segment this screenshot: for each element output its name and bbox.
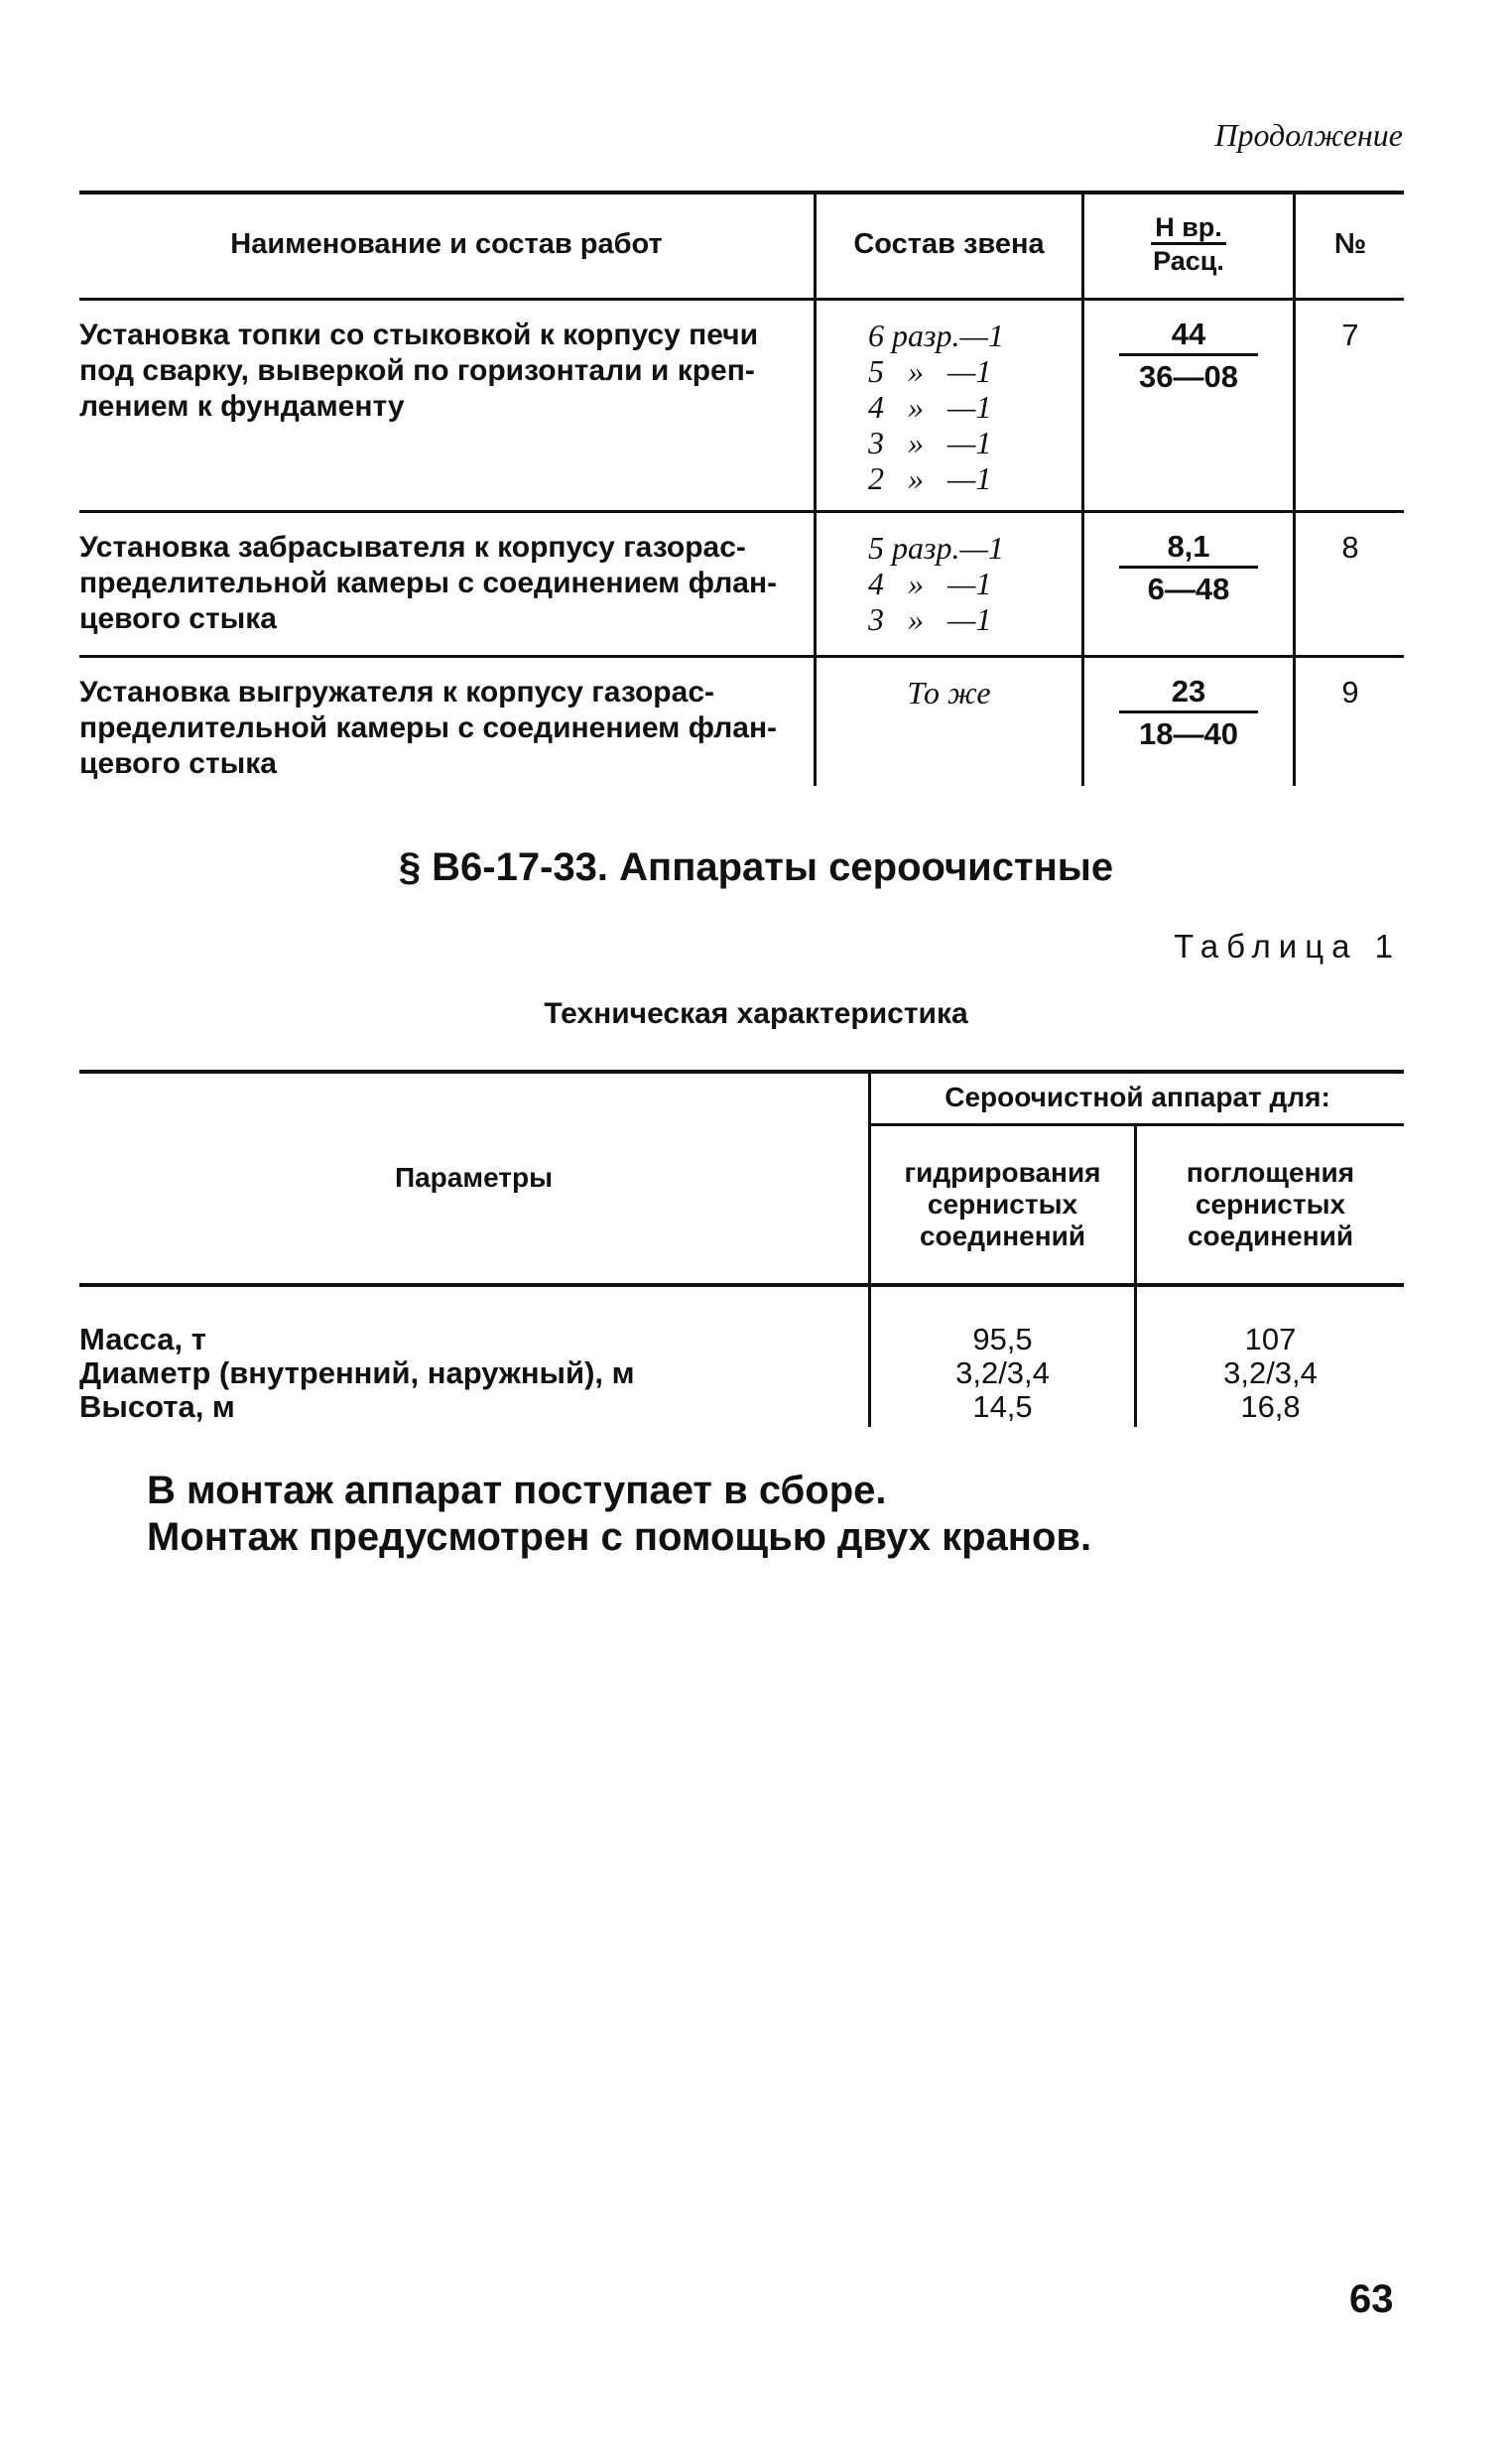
table-rule — [79, 655, 1404, 658]
note-text: В монтаж аппарат поступает в сборе. — [147, 1469, 887, 1512]
row-crew: 6 разр.—1 5 » —1 4 » —1 3 » —1 2 » —1 — [868, 318, 1004, 496]
param-diameter: Диаметр (внутренний, наружный), м — [79, 1355, 635, 1390]
value-cell: 95,5 — [972, 1322, 1033, 1356]
row-number: 8 — [1341, 530, 1359, 565]
param-mass: Масса, т — [79, 1322, 206, 1356]
row-number: 9 — [1341, 675, 1359, 709]
row-norm: $\frac{23}{18—40}$ — [1084, 673, 1293, 755]
header-norm-rate: Расц. — [1153, 246, 1224, 276]
header-number: № — [1333, 227, 1367, 260]
table-rule — [79, 298, 1404, 301]
header-norm — [1084, 191, 1293, 298]
header-crew: Состав звена — [853, 227, 1045, 260]
value-cell: 3,2/3,4 — [1223, 1355, 1318, 1390]
header-apparatus-group: Сероочистной аппарат для: — [945, 1082, 1330, 1112]
row-name: Установка выгружателя к корпусу газорас- пределительной камеры с соединением флан- цевого стыка — [79, 676, 778, 780]
header-hydrogenation: гидрирования сернистых соединений — [904, 1157, 1101, 1251]
continuation-label: Продолжение — [1214, 117, 1403, 153]
value-cell: 107 — [1244, 1322, 1297, 1356]
value-cell: 3,2/3,4 — [955, 1355, 1050, 1390]
header-absorption: поглощения сернистых соединений — [1186, 1157, 1355, 1251]
section-title: § В6-17-33. Аппараты сероочистные — [398, 845, 1114, 889]
value-cell: 16,8 — [1240, 1389, 1301, 1424]
row-crew: 5 разр.—1 4 » —1 3 » —1 — [868, 530, 1004, 637]
param-height: Высота, м — [79, 1389, 235, 1424]
header-norm-time: Н вр. — [1151, 213, 1226, 245]
row-name: Установка забрасывателя к корпусу газорас- пределительной камеры с соединением флан- цевого стыка — [79, 531, 778, 635]
note-text: Монтаж предусмотрен с помощью двух кранов. — [147, 1515, 1092, 1559]
row-number: 7 — [1341, 318, 1359, 352]
table-rule — [79, 510, 1404, 513]
table-rule — [79, 1070, 1404, 1074]
table-label: Таблица 1 — [1174, 928, 1401, 965]
header-name: Наименование и состав работ — [230, 227, 663, 260]
value-cell: 14,5 — [972, 1389, 1033, 1424]
row-crew: То же — [907, 675, 991, 710]
row-name: Установка топки со стыковкой к корпусу печи под сварку, выверкой по горизонтали и креп- лением к фундаменту — [79, 319, 759, 423]
row-norm: $\frac{8,1}{6—48}$ — [1084, 528, 1293, 610]
row-norm: $\frac{44}{36—08}$ — [1084, 316, 1293, 398]
table-subtitle: Техническая характеристика — [544, 997, 968, 1030]
table-rule — [79, 1283, 1404, 1287]
page-number: 63 — [1349, 2277, 1394, 2321]
header-parameters: Параметры — [394, 1162, 554, 1193]
